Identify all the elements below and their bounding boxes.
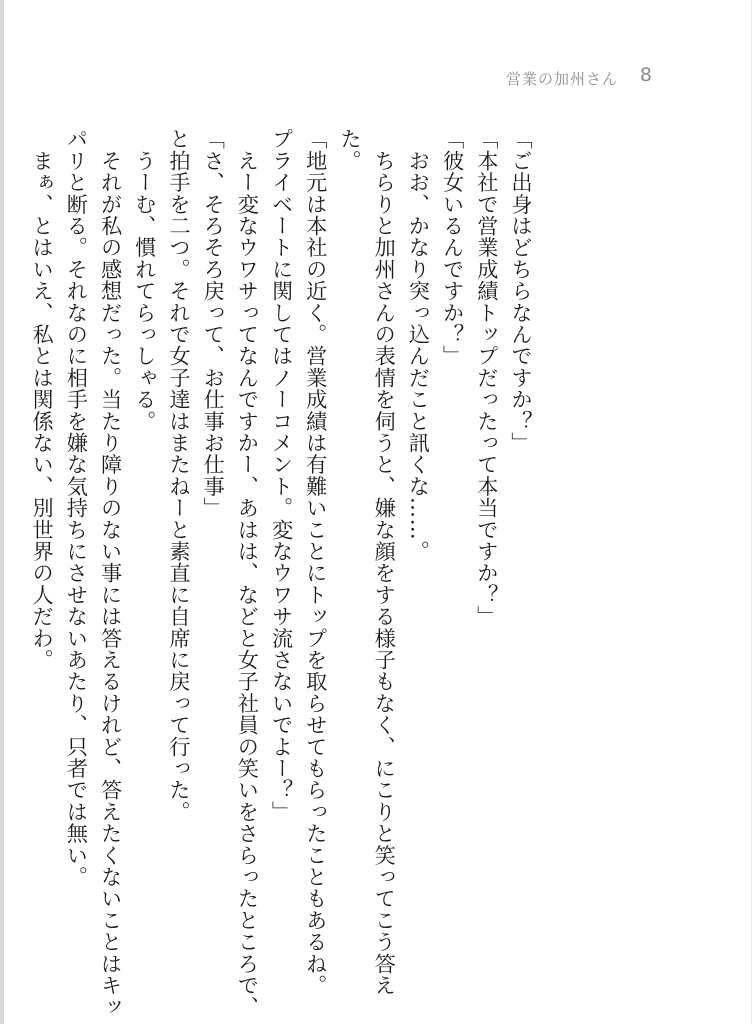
text-line: 「彼女いるんですか？」 <box>440 128 466 367</box>
running-header-title: 営業の加州さん <box>505 70 618 88</box>
text-line: と拍手を二つ。それで女子達はまたねーと素直に自席に戻って行った。 <box>166 128 192 823</box>
text-line: パリと断る。それなのに相手を嫌な気持ちにさせないあたり、只者では無い。 <box>64 128 90 888</box>
text-line: まぁ、とはいえ、私とは関係ない、別世界の人だわ。 <box>30 128 56 671</box>
vertical-body-text <box>30 128 538 1018</box>
text-line: 「地元は本社の近く。営業成績は有難いことにトップを取らせてもらったこともあるね。 <box>303 128 329 996</box>
page-left-edge <box>0 0 4 1024</box>
text-line: 「ご出身はどちらなんですか？」 <box>509 128 534 454</box>
text-line: た。 <box>337 128 363 172</box>
text-line: それが私の感想だった。当たり障りのない事には答えるけれど、答えたくないことはキッ <box>98 128 124 1018</box>
page-number: 8 <box>639 64 652 86</box>
text-line: ちらりと加州さんの表情を伺うと、嫌な顔をする様子もなく、にこりと笑ってこう答え <box>372 128 398 996</box>
text-line: うーむ、慣れてらっしゃる。 <box>132 128 158 432</box>
text-line: 「さ、そろそろ戻って、お仕事お仕事」 <box>201 128 227 519</box>
text-line: プライベートに関してはノーコメント。変なウワサ流さないでよー？」 <box>269 128 295 823</box>
text-line: おお、かなり突っ込んだこと訊くな……。 <box>406 128 432 562</box>
text-line: 「本社で営業成績トップだったって本当ですか？」 <box>474 128 500 628</box>
text-line: えー変なウワサってなんですかー、あはは、などと女子社員の笑いをさらったところで、 <box>235 128 261 1018</box>
